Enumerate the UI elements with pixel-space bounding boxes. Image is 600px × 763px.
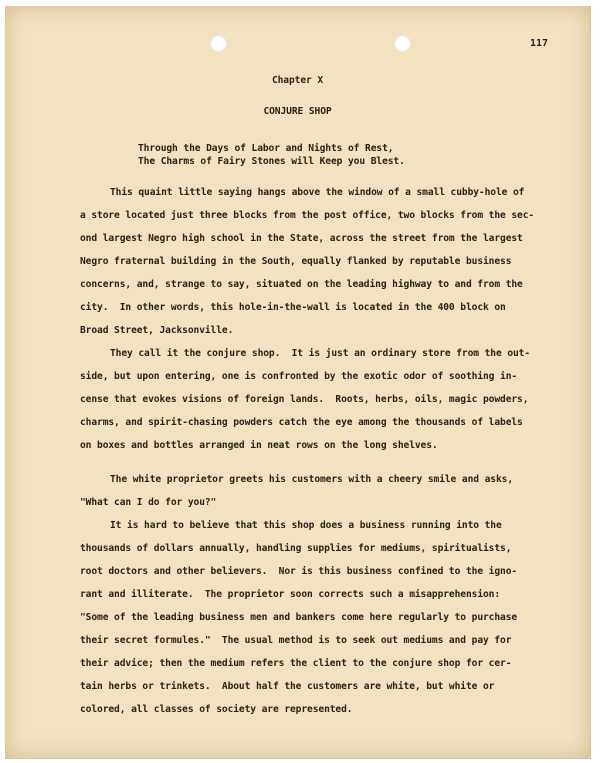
chapter-title: CONJURE SHOP: [263, 106, 332, 117]
epigraph-line: The Charms of Fairy Stones will Keep you Blest.: [138, 156, 405, 167]
paragraph-line: on boxes and bottles arranged in neat rows on the long shelves.: [80, 440, 438, 451]
paragraph-line: thousands of dollars annually, handling supplies for mediums, spiritualists,: [80, 543, 512, 554]
paragraph-line: tain herbs or trinkets. About half the customers are white, but white or: [80, 681, 495, 692]
paragraph-line: their advice; then the medium refers the client to the conjure shop for cer-: [80, 658, 512, 669]
punch-hole-left: [210, 35, 227, 52]
paragraph-line: "What can I do for you?": [80, 497, 217, 508]
page-number: 117: [530, 38, 549, 49]
paragraph-line: It is hard to believe that this shop does a business running into the: [110, 520, 502, 531]
epigraph-line: Through the Days of Labor and Nights of Rest,: [138, 143, 394, 154]
paragraph-line: Negro fraternal building in the South, equally flanked by reputable business: [80, 256, 512, 267]
punch-hole-right: [394, 35, 411, 52]
paragraph-line: charms, and spirit-chasing powders catch the eye among the thousands of labels: [80, 417, 523, 428]
paragraph-line: side, but upon entering, one is confronted by the exotic odor of soothing in-: [80, 371, 518, 382]
paragraph-line: "Some of the leading business men and bankers come here regularly to purchase: [80, 612, 518, 623]
paragraph-line: ond largest Negro high school in the State, across the street from the largest: [80, 233, 523, 244]
paragraph-line: colored, all classes of society are represented.: [80, 704, 353, 715]
paragraph-line: They call it the conjure shop. It is just an ordinary store from the out-: [110, 348, 531, 359]
paragraph-line: concerns, and, strange to say, situated on the leading highway to and from the: [80, 279, 523, 290]
paragraph-line: Broad Street, Jacksonville.: [80, 325, 234, 336]
paragraph-line: This quaint little saying hangs above the window of a small cubby-hole of: [110, 187, 525, 198]
paragraph-line: cense that evokes visions of foreign lands. Roots, herbs, oils, magic powders,: [80, 394, 529, 405]
chapter-heading: Chapter X: [271, 75, 324, 86]
paragraph-line: root doctors and other believers. Nor is this business confined to the igno-: [80, 566, 518, 577]
document-page: [5, 6, 591, 759]
paragraph-line: a store located just three blocks from the post office, two blocks from the sec-: [80, 210, 535, 221]
paragraph-line: their secret formules." The usual method is to seek out mediums and pay for: [80, 635, 512, 646]
paragraph-line: rant and illiterate. The proprietor soon corrects such a misapprehension:: [80, 589, 501, 600]
paragraph-line: city. In other words, this hole-in-the-wall is located in the 400 block on: [80, 302, 506, 313]
paragraph-line: The white proprietor greets his customers with a cheery smile and asks,: [110, 474, 513, 485]
